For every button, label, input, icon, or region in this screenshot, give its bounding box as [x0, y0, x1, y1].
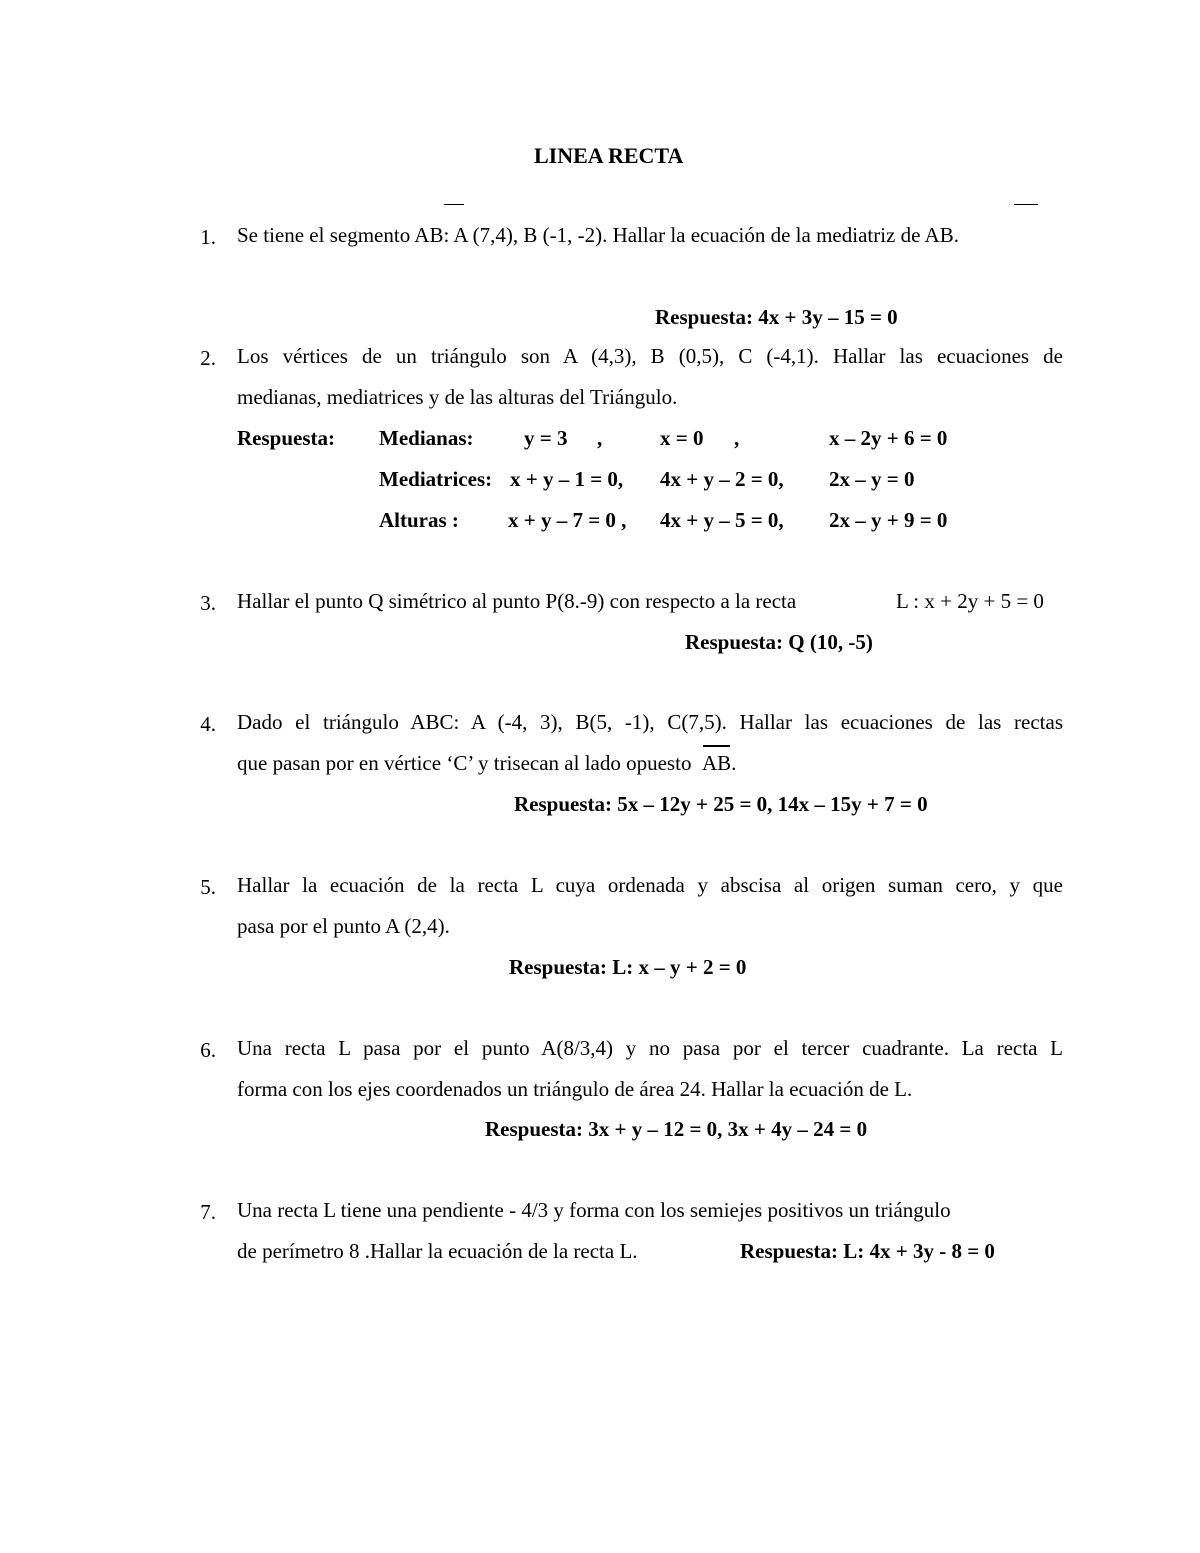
problem-text-line: Una recta L pasa por el punto A(8/3,4) y no pasa por el tercer cuadrante. La recta L — [237, 1036, 1063, 1060]
problem-text-line: pasa por el punto A (2,4). — [237, 914, 450, 938]
mediatriz-eq: 4x + y – 2 = 0, — [660, 467, 784, 491]
medianas-label: Medianas: — [379, 426, 474, 450]
median-eq: y = 3 — [524, 426, 568, 450]
page-title: LINEA RECTA — [534, 143, 684, 168]
mediatriz-eq: 2x – y = 0 — [829, 467, 915, 491]
answer: Respuesta: 3x + y – 12 = 0, 3x + 4y – 24 = 0 — [485, 1117, 868, 1141]
mediatrices-label: Mediatrices: — [379, 467, 493, 491]
problem-number: 4. — [200, 712, 216, 736]
problem-number: 2. — [200, 346, 216, 370]
problem-text-line: Se tiene el segmento AB: A (7,4), B (-1, -2). Hallar la ecuación de la mediatriz de AB. — [237, 223, 959, 247]
problem-text-line: Dado el triángulo ABC: A (-4, 3), B(5, -1), C(7,5). Hallar las ecuaciones de las rectas — [237, 710, 1063, 734]
answer-label: Respuesta: — [237, 426, 335, 450]
median-eq: x = 0 — [660, 426, 704, 450]
text: . — [731, 751, 737, 775]
altura-eq: x + y – 7 = 0 , — [508, 508, 627, 532]
mediatriz-eq: x + y – 1 = 0, — [510, 467, 624, 491]
problem-text-line: Los vértices de un triángulo son A (4,3), B (0,5), C (-4,1). Hallar las ecuaciones de — [237, 344, 1063, 368]
problem-number: 7. — [200, 1200, 216, 1224]
problem-text-line: de perímetro 8 .Hallar la ecuación de la recta L. — [237, 1239, 638, 1263]
problem-text-line: Una recta L tiene una pendiente - 4/3 y forma con los semiejes positivos un triángulo — [237, 1198, 951, 1222]
problem-text-line: medianas, mediatrices y de las alturas del Triángulo. — [237, 385, 678, 409]
segment-ab-overline: AB — [701, 751, 732, 775]
problem-text-line: Hallar la ecuación de la recta L cuya ordenada y abscisa al origen suman cero, y que — [237, 873, 1063, 897]
answer: Respuesta: 4x + 3y – 15 = 0 — [655, 305, 898, 329]
problem-text-line: forma con los ejes coordenados un triángulo de área 24. Hallar la ecuación de L. — [237, 1077, 913, 1101]
line-equation: L : x + 2y + 5 = 0 — [896, 589, 1044, 613]
problem-text-line: Hallar el punto Q simétrico al punto P(8.-9) con respecto a la recta — [237, 589, 797, 613]
separator: , — [734, 426, 740, 450]
problem-number: 5. — [200, 875, 216, 899]
alturas-label: Alturas : — [379, 508, 459, 532]
altura-eq: 4x + y – 5 = 0, — [660, 508, 784, 532]
problem-number: 1. — [200, 225, 216, 249]
answer: Respuesta: L: x – y + 2 = 0 — [509, 955, 747, 979]
answer: Respuesta: L: 4x + 3y - 8 = 0 — [740, 1239, 995, 1263]
decorative-dash-right — [1014, 204, 1038, 205]
separator: , — [597, 426, 603, 450]
answer: Respuesta: 5x – 12y + 25 = 0, 14x – 15y + 7 = 0 — [514, 792, 928, 816]
altura-eq: 2x – y + 9 = 0 — [829, 508, 948, 532]
problem-number: 3. — [200, 591, 216, 615]
answer: Respuesta: Q (10, -5) — [685, 630, 873, 654]
text: que pasan por en vértice ‘C’ y trisecan al lado opuesto — [237, 751, 692, 775]
median-eq: x – 2y + 6 = 0 — [829, 426, 948, 450]
problem-text-line — [237, 753, 736, 774]
problem-number: 6. — [200, 1038, 216, 1062]
decorative-dash-left — [444, 204, 464, 205]
